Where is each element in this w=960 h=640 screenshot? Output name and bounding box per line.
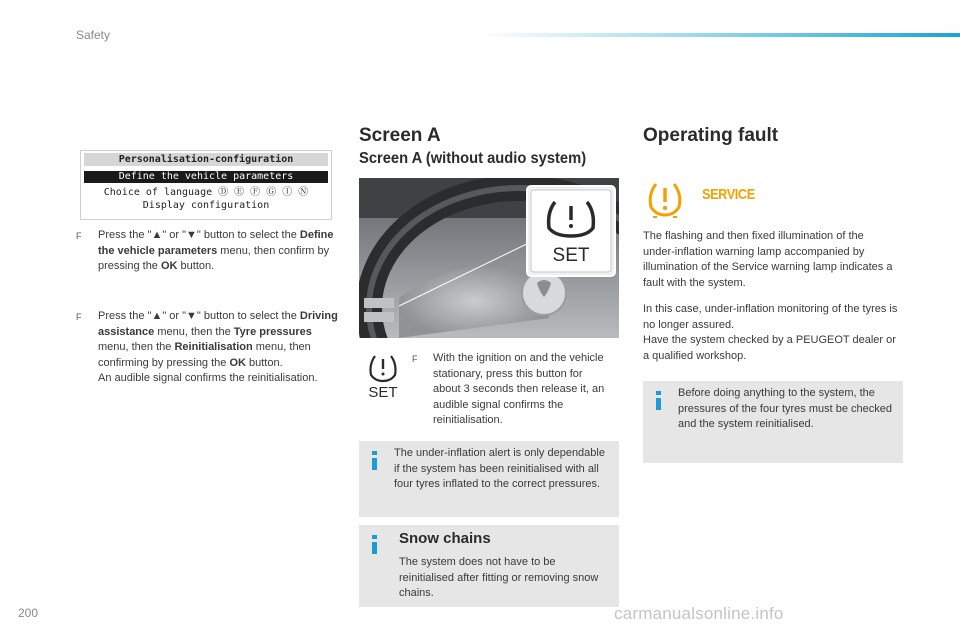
fault-paragraph-1: The flashing and then fixed illumination of the under-inflation warning lamp accompanied by illumination of the Service warning lamp indicates a fault with the system. [643, 230, 893, 289]
fault-paragraph-2: In this case, under-inflation monitoring of the tyres is no longer assured. Have the system checked by a PEUGEOT dealer or a qualified workshop. [643, 303, 898, 362]
screen-a-step: With the ignition on and the vehicle stationary, press this button for about 3 seconds then release it, an audible signal confirms the reinitialisation. [433, 352, 605, 426]
section-title: Safety [76, 28, 111, 42]
bullet-icon: F [76, 231, 82, 241]
screen-a-heading: Screen A [359, 125, 441, 146]
lcd-item-language: Choice of language Ⓓ Ⓔ Ⓕ Ⓖ Ⓘ Ⓝ [103, 187, 309, 198]
lcd-display [80, 150, 332, 220]
snow-chains-text: The system does not have to be reinitialised after fitting or removing snow chains. [399, 556, 599, 599]
info-icon [372, 451, 377, 455]
info-box-before-action [643, 381, 903, 463]
info-icon [656, 391, 661, 395]
lcd-title: Personalisation-configuration [84, 153, 328, 166]
screen-a-subheading: Screen A (without audio system) [359, 150, 587, 167]
instruction-step-2: Press the "▲" or "▼" button to select the Driving assistance menu, then the Tyre pressures menu, then the Reinitialisation menu, then confirming by pressing the OK button. An audible signal confirms the reinitialisation. [98, 310, 338, 384]
lcd-item-display: Display configuration [142, 200, 270, 211]
svg-text:SET: SET [368, 384, 398, 400]
snow-chains-heading: Snow chains [399, 530, 491, 547]
header-accent-bar [478, 33, 960, 37]
page-number: 200 [18, 606, 39, 620]
instruction-step-1: Press the "▲" or "▼" button to select the Define the vehicle parameters menu, then confirm by pressing the OK button. [98, 229, 334, 272]
set-button-label: SET [552, 245, 590, 266]
info-icon [372, 535, 377, 539]
service-warning-label: SERVICE [702, 186, 755, 203]
info-box-snow-chains [359, 525, 619, 607]
info-box-underinflation [359, 441, 619, 517]
steering-wheel-illustration [359, 178, 619, 338]
info-note: The under-inflation alert is only dependable if the system has been reinitialised with all four tyres inflated to the correct pressures. [394, 447, 605, 490]
tyre-warning-icon [645, 180, 685, 220]
bullet-icon: F [412, 354, 418, 364]
watermark: carmanualsonline.info [614, 604, 784, 623]
operating-fault-heading: Operating fault [643, 125, 779, 146]
lcd-selected-item: Define the vehicle parameters [84, 171, 328, 183]
before-action-note: Before doing anything to the system, the pressures of the four tyres must be checked and the system reinitialised. [678, 387, 892, 430]
bullet-icon: F [76, 312, 82, 322]
set-button-icon [366, 352, 400, 400]
steering-wheel-photo [359, 178, 619, 338]
